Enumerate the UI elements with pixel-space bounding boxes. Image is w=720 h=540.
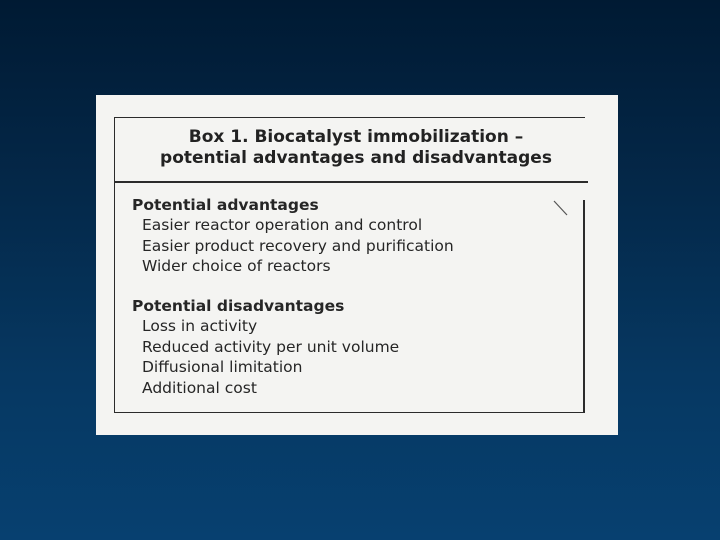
disadvantages-section xyxy=(132,296,399,398)
advantages-heading: Potential advantages xyxy=(132,196,319,214)
scanned-box-image xyxy=(96,95,618,435)
title-divider xyxy=(114,181,588,183)
pen-mark xyxy=(552,199,570,217)
box-frame-right-edge xyxy=(583,200,585,413)
advantage-item: Wider choice of reactors xyxy=(142,257,331,275)
disadvantage-item: Reduced activity per unit volume xyxy=(142,337,400,356)
box-title-line-2: potential advantages and disadvantages xyxy=(160,148,552,168)
advantage-item: Easier product recovery and purification xyxy=(142,236,454,255)
disadvantage-item: Diffusional limitation xyxy=(142,358,303,376)
advantage-item: Easier reactor operation and control xyxy=(142,216,423,234)
box-title xyxy=(136,127,576,169)
box-title-line-1: Box 1. Biocatalyst immobilization – xyxy=(188,127,524,147)
advantages-section xyxy=(132,195,454,277)
disadvantage-item: Additional cost xyxy=(142,378,257,397)
disadvantage-item: Loss in activity xyxy=(142,317,258,335)
disadvantages-heading: Potential disadvantages xyxy=(132,297,345,315)
